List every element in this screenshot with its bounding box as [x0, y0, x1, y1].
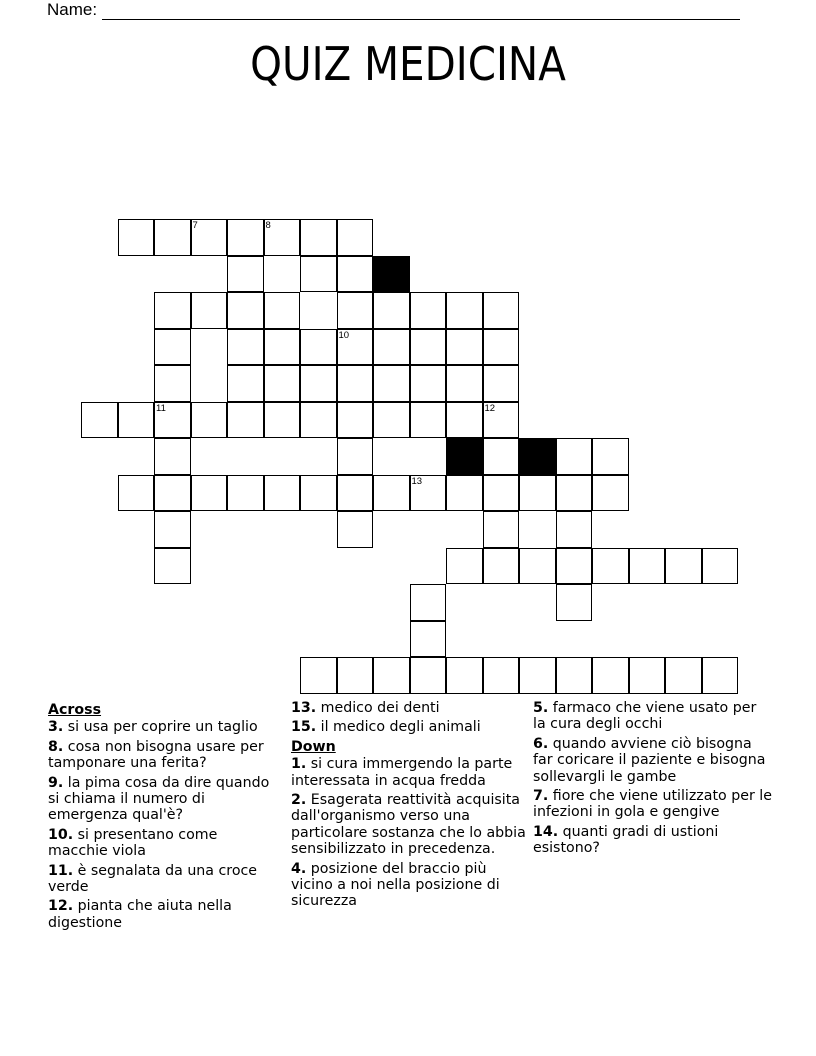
grid-cell[interactable] — [81, 402, 118, 439]
clues-column-2 — [291, 700, 527, 913]
clues-column-1 — [48, 700, 280, 934]
clue-number: 10 — [338, 329, 350, 341]
grid-cell[interactable] — [227, 219, 264, 256]
grid-cell[interactable] — [300, 329, 337, 366]
clue — [533, 736, 773, 785]
clue-text: è segnalata da una croce verde — [48, 862, 258, 896]
clue — [48, 898, 280, 931]
grid-cell[interactable] — [227, 365, 264, 402]
grid-cell[interactable] — [227, 402, 264, 439]
grid-cell[interactable] — [337, 365, 374, 402]
grid-block — [519, 438, 556, 475]
clue-text: pianta che aiuta nella digestione — [48, 898, 232, 931]
grid-block — [373, 256, 410, 293]
grid-cell[interactable] — [483, 475, 520, 512]
grid-cell[interactable] — [556, 584, 593, 621]
clue-label-number: 12. — [48, 898, 74, 915]
grid-cell[interactable] — [446, 657, 483, 694]
grid-cell[interactable] — [373, 329, 410, 366]
grid-cell[interactable] — [191, 475, 228, 512]
grid-cell[interactable] — [446, 292, 483, 329]
grid-cell[interactable] — [446, 402, 483, 439]
clue-text: si usa per coprire un taglio — [67, 719, 258, 736]
grid-cell[interactable] — [592, 657, 629, 694]
grid-cell[interactable] — [373, 402, 410, 439]
clue-label-number: 8. — [48, 738, 64, 755]
grid-cell[interactable] — [264, 219, 301, 256]
grid-cell[interactable] — [483, 548, 520, 585]
grid-cell[interactable] — [300, 365, 337, 402]
grid-cell[interactable] — [556, 438, 593, 475]
across-clue-list — [48, 719, 280, 931]
grid-cell[interactable] — [300, 256, 337, 293]
grid-cell[interactable] — [483, 365, 520, 402]
grid-block — [446, 438, 483, 475]
clue-text: si cura immergendo la parte interessata in acqua fredda — [291, 756, 513, 789]
grid-cell[interactable] — [702, 657, 739, 694]
clue-label-number: 5. — [533, 700, 549, 716]
grid-cell[interactable] — [118, 475, 155, 512]
grid-cell[interactable] — [264, 475, 301, 512]
across-heading: Across — [48, 702, 102, 718]
grid-cell[interactable] — [300, 219, 337, 256]
clue-label-number: 15. — [291, 719, 317, 736]
grid-cell[interactable] — [446, 329, 483, 366]
grid-cell[interactable] — [227, 256, 264, 293]
grid-cell[interactable] — [264, 365, 301, 402]
grid-cell[interactable] — [337, 511, 374, 548]
grid-cell[interactable] — [446, 365, 483, 402]
grid-cell[interactable] — [410, 657, 447, 694]
grid-cell[interactable] — [629, 548, 666, 585]
clue-text: farmaco che viene usato per la cura degli occhi — [533, 700, 757, 733]
grid-cell[interactable] — [337, 475, 374, 512]
grid-cell[interactable] — [154, 475, 191, 512]
grid-cell[interactable] — [665, 657, 702, 694]
clue-label-number: 11. — [48, 862, 74, 879]
clue — [533, 788, 773, 821]
clue-text: posizione del braccio più vicino a noi nella posizione di sicurezza — [291, 860, 500, 910]
grid-cell[interactable] — [410, 621, 447, 658]
grid-cell[interactable] — [519, 548, 556, 585]
grid-cell[interactable] — [191, 402, 228, 439]
grid-cell[interactable] — [410, 329, 447, 366]
clue — [291, 861, 527, 910]
name-label: Name: — [47, 0, 98, 19]
clue-text: si presentano come macchie viola — [48, 826, 218, 860]
clue-text: il medico degli animali — [320, 719, 481, 736]
clues-column-3 — [533, 700, 773, 860]
grid-cell[interactable] — [154, 219, 191, 256]
across-clue-list-continued — [291, 700, 527, 736]
grid-cell[interactable] — [300, 475, 337, 512]
clue — [533, 824, 773, 857]
grid-cell[interactable] — [410, 365, 447, 402]
down-clue-list-continued — [533, 700, 773, 857]
grid-cell[interactable] — [446, 475, 483, 512]
clue-text: la pima cosa da dire quando si chiama il numero di emergenza qual'è? — [48, 774, 270, 824]
grid-cell[interactable] — [556, 657, 593, 694]
clue-label-number: 3. — [48, 719, 64, 736]
clue — [48, 739, 280, 772]
down-clue-list — [291, 756, 527, 910]
clue-label-number: 4. — [291, 860, 307, 877]
grid-cell[interactable] — [373, 657, 410, 694]
grid-cell[interactable] — [410, 292, 447, 329]
grid-cell[interactable] — [373, 365, 410, 402]
grid-cell[interactable] — [519, 475, 556, 512]
clue — [291, 792, 527, 858]
grid-cell[interactable] — [264, 329, 301, 366]
grid-cell[interactable] — [300, 402, 337, 439]
grid-cell[interactable] — [154, 402, 191, 439]
grid-cell[interactable] — [702, 548, 739, 585]
clue — [291, 700, 527, 716]
clue-text: quanti gradi di ustioni esistono? — [533, 823, 719, 857]
grid-cell[interactable] — [118, 402, 155, 439]
grid-cell[interactable] — [337, 256, 374, 293]
grid-cell[interactable] — [483, 402, 520, 439]
grid-cell[interactable] — [154, 511, 191, 548]
clue-label-number: 14. — [533, 823, 559, 840]
clue-number: 12 — [484, 402, 496, 414]
grid-cell[interactable] — [154, 292, 191, 329]
clue — [48, 775, 280, 824]
grid-cell[interactable] — [337, 292, 374, 329]
grid-cell[interactable] — [483, 657, 520, 694]
clue — [48, 827, 280, 860]
grid-cell[interactable] — [556, 475, 593, 512]
grid-cell[interactable] — [154, 329, 191, 366]
clue-label-number: 2. — [291, 792, 307, 809]
clue-label-number: 1. — [291, 756, 307, 773]
clue-number: 8 — [265, 220, 271, 231]
grid-cell[interactable] — [227, 292, 264, 329]
grid-cell[interactable] — [337, 438, 374, 475]
clue-number: 11 — [156, 402, 166, 414]
grid-cell[interactable] — [154, 548, 191, 585]
clue-number: 7 — [192, 220, 198, 231]
clue — [48, 863, 280, 896]
down-heading: Down — [291, 738, 336, 755]
grid-cell[interactable] — [154, 365, 191, 402]
clue — [291, 719, 527, 735]
clue-text: fiore che viene utilizzato per le infezioni in gola e gengive — [533, 788, 772, 821]
grid-cell[interactable] — [483, 329, 520, 366]
grid-cell[interactable] — [191, 219, 228, 256]
clue — [291, 756, 527, 789]
grid-cell[interactable] — [483, 511, 520, 548]
clue-text: medico dei denti — [320, 700, 440, 716]
clue — [48, 719, 280, 735]
grid-cell[interactable] — [264, 292, 301, 329]
page-title: QUIZ MEDICINA — [250, 37, 566, 91]
grid-cell[interactable] — [337, 657, 374, 694]
grid-cell[interactable] — [337, 219, 374, 256]
grid-cell[interactable] — [227, 475, 264, 512]
grid-cell[interactable] — [410, 475, 447, 512]
clue-label-number: 7. — [533, 788, 549, 805]
grid-cell[interactable] — [264, 402, 301, 439]
grid-cell[interactable] — [592, 475, 629, 512]
grid-cell[interactable] — [519, 657, 556, 694]
clue-number: 13 — [411, 475, 423, 487]
clue — [533, 700, 773, 733]
grid-cell[interactable] — [154, 438, 191, 475]
grid-cell[interactable] — [446, 548, 483, 585]
clue-text: Esagerata reattività acquisita dall'organismo verso una particolare sostanza che lo abbia sensibilizzato in precedenza. — [291, 792, 526, 858]
grid-cell[interactable] — [300, 657, 337, 694]
grid-cell[interactable] — [337, 329, 374, 366]
grid-cell[interactable] — [191, 292, 228, 329]
grid-cell[interactable] — [556, 548, 593, 585]
grid-cell[interactable] — [556, 511, 593, 548]
grid-cell[interactable] — [337, 402, 374, 439]
grid-cell[interactable] — [373, 292, 410, 329]
grid-cell[interactable] — [118, 219, 155, 256]
grid-cell[interactable] — [410, 584, 447, 621]
grid-cell[interactable] — [665, 548, 702, 585]
grid-cell[interactable] — [373, 475, 410, 512]
clue-text: quando avviene ciò bisogna far coricare il paziente e bisogna sollevargli le gambe — [533, 735, 766, 785]
grid-cell[interactable] — [592, 548, 629, 585]
grid-cell[interactable] — [483, 292, 520, 329]
grid-cell[interactable] — [629, 657, 666, 694]
grid-cell[interactable] — [592, 438, 629, 475]
clue-label-number: 6. — [533, 735, 549, 752]
grid-cell[interactable] — [410, 402, 447, 439]
grid-cell[interactable] — [227, 329, 264, 366]
clue-label-number: 9. — [48, 774, 64, 791]
clue-label-number: 13. — [291, 700, 317, 716]
clue-text: cosa non bisogna usare per tamponare una ferita? — [48, 738, 264, 772]
grid-cell[interactable] — [483, 438, 520, 475]
clue-label-number: 10. — [48, 826, 74, 843]
